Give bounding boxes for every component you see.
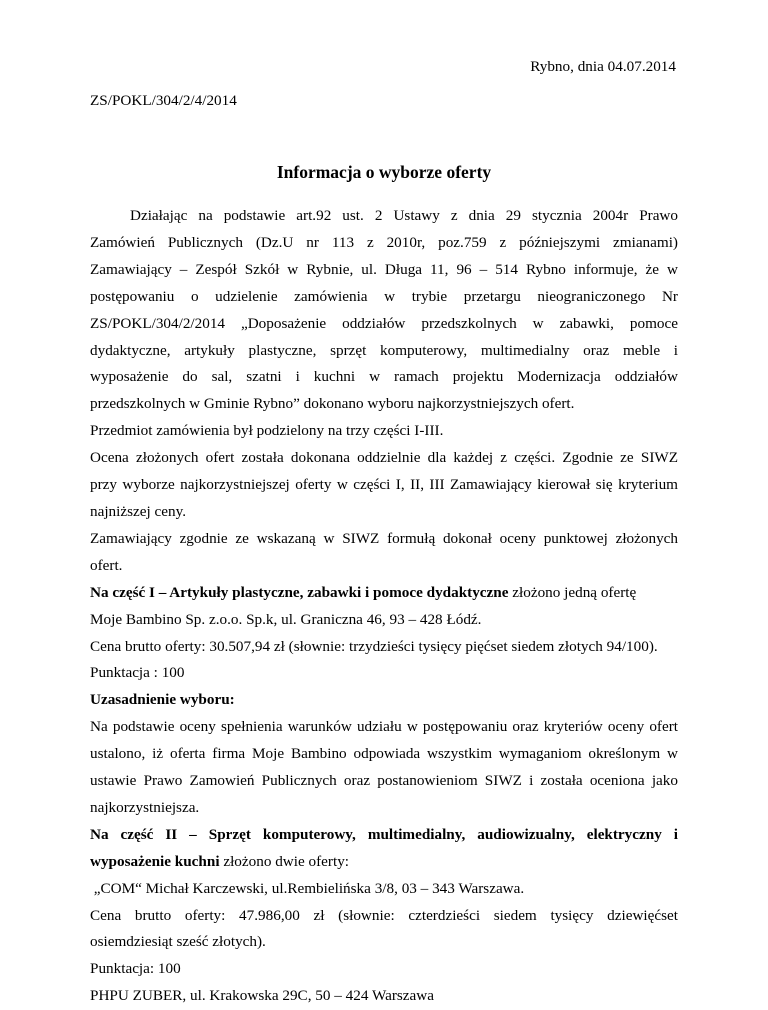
justification-line: Na podstawie oceny spełnienia warunków udziału w postępowaniu oraz kryteriów oceny ofert <box>90 718 678 736</box>
part2-heading-bold: wyposażenie kuchni <box>90 852 220 870</box>
part1-company: Moje Bambino Sp. z.o.o. Sp.k, ul. Graniczna 46, 93 – 428 Łódź. <box>90 610 482 628</box>
part1-heading <box>90 580 678 607</box>
intro-line: przedszkolnych w Gminie Rybno” dokonano wyboru najkorzystniejszych ofert. <box>90 395 575 413</box>
evaluation-line: Ocena złożonych ofert została dokonana oddzielnie dla każdej z części. Zgodnie ze SIWZ <box>90 449 678 467</box>
part2-heading-rest: złożono dwie oferty: <box>219 852 350 870</box>
evaluation-line: przy wyborze najkorzystniejszej oferty w części I, II, III Zamawiający kierował się kryterium <box>90 476 678 494</box>
part2-offer1-price-cont: osiemdziesiąt sześć złotych). <box>90 933 266 951</box>
document-body <box>90 203 678 1010</box>
part2-heading-cont <box>90 849 678 876</box>
intro-line: Zamawiający – Zespół Szkół w Rybnie, ul. Długa 11, 96 – 514 Rybno informuje, że w <box>90 260 678 278</box>
justification-line: ustawie Prawo Zamowień Publicznych oraz postanowieniom SIWZ i została oceniona jako <box>90 772 678 790</box>
intro-line: Zamówień Publicznych (Dz.U nr 113 z 2010r, poz.759 z późniejszymi zmianami) <box>90 233 678 251</box>
document-title: Informacja o wyborze oferty <box>276 162 492 182</box>
justification-line: ustalono, iż oferta firma Moje Bambino odpowiada wszystkim wymaganiom określonym w <box>90 745 678 763</box>
evaluation-line: najniższej ceny. <box>90 502 186 520</box>
scoring-line: ofert. <box>90 556 123 574</box>
intro-line: Działając na podstawie art.92 ust. 2 Ustawy z dnia 29 stycznia 2004r Prawo <box>130 207 678 224</box>
reference-number: ZS/POKL/304/2/4/2014 <box>90 92 237 109</box>
part2-offer2-company: PHPU ZUBER, ul. Krakowska 29C, 50 – 424 Warszawa <box>90 987 434 1005</box>
part1-heading-bold: Na część I – Artykuły plastyczne, zabawki i pomoce dydaktyczne <box>90 583 509 601</box>
part1-price: Cena brutto oferty: 30.507,94 zł (słownie: trzydzieści tysięcy pięćset siedem złotych 94/100). <box>90 637 658 655</box>
part2-offer1-price: Cena brutto oferty: 47.986,00 zł (słownie: czterdzieści siedem tysięcy dziewięćset <box>90 906 678 924</box>
part1-heading-rest: złożono jedną ofertę <box>508 583 637 601</box>
intro-line: ZS/POKL/304/2/2014 „Doposażenie oddziałów przedszkolnych w zabawki, pomoce <box>90 314 678 332</box>
part2-heading: Na część II – Sprzęt komputerowy, multimedialny, audiowizualny, elektryczny i <box>90 825 678 843</box>
document-date: Rybno, dnia 04.07.2014 <box>530 58 676 75</box>
parts-info: Przedmiot zamówienia był podzielony na trzy części I-III. <box>90 422 444 440</box>
part2-offer1-company: „COM“ Michał Karczewski, ul.Rembielińska 3/8, 03 – 343 Warszawa. <box>90 879 525 897</box>
part2-offer1-score: Punktacja: 100 <box>90 960 181 978</box>
justification-line: najkorzystniejsza. <box>90 798 200 816</box>
part1-score: Punktacja : 100 <box>90 664 185 682</box>
part1-justification-heading: Uzasadnienie wyboru: <box>90 691 235 709</box>
scoring-line: Zamawiający zgodnie ze wskazaną w SIWZ formułą dokonał oceny punktowej złożonych <box>90 529 678 547</box>
intro-line: postępowaniu o udzielenie zamówienia w trybie przetargu nieograniczonego Nr <box>90 287 678 305</box>
intro-line: wyposażenie do sal, szatni i kuchni w ramach projektu Modernizacja oddziałów <box>90 368 678 386</box>
intro-line: dydaktyczne, artykuły plastyczne, sprzęt komputerowy, multimedialny oraz meble i <box>90 341 678 359</box>
